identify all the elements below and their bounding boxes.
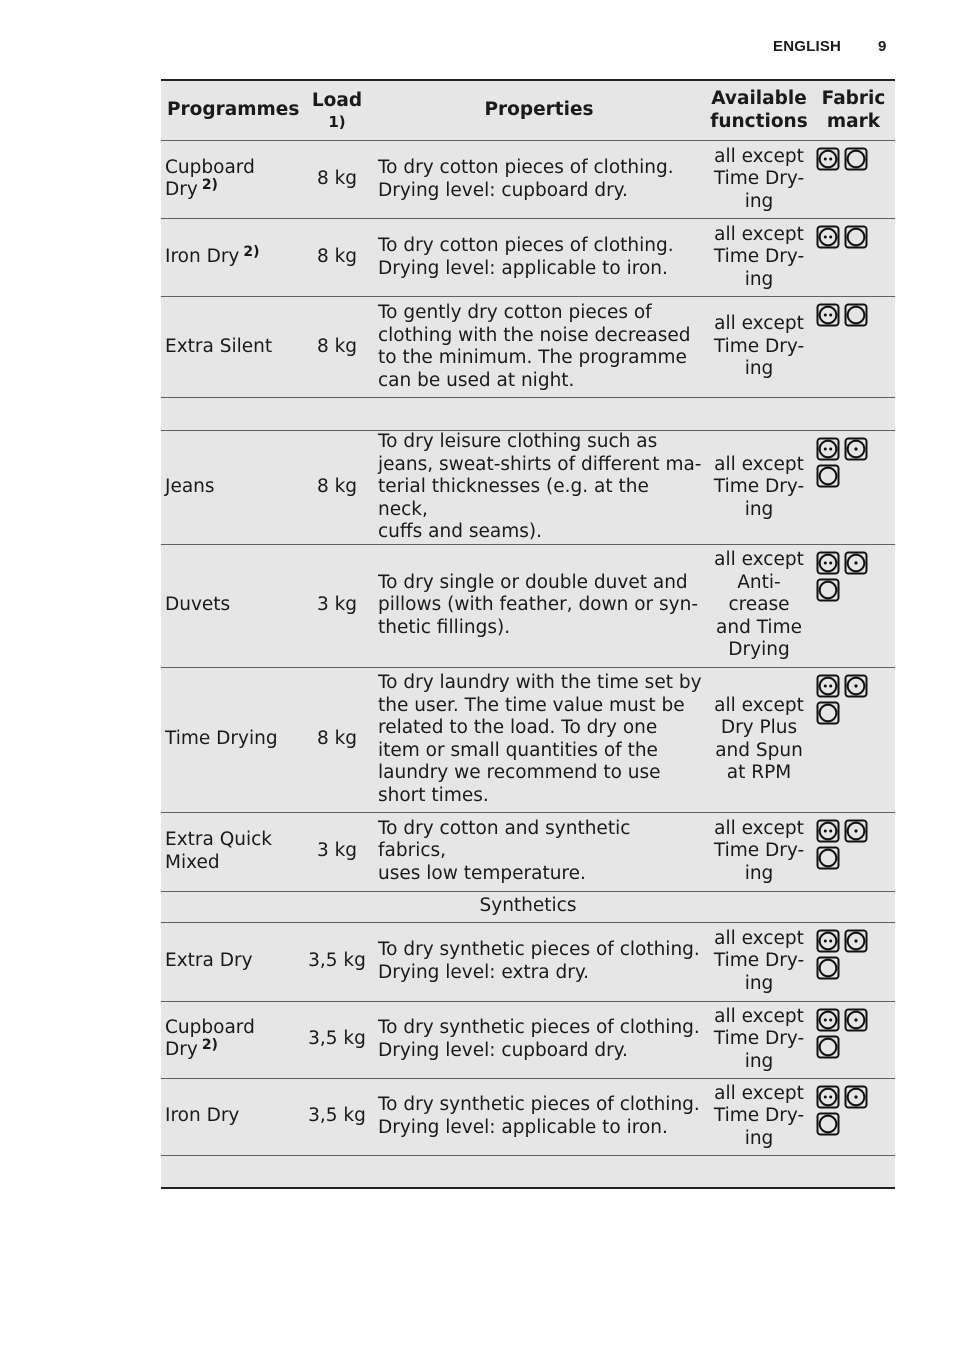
tumble-dry-icon	[816, 464, 840, 488]
load-cell: 8 kg	[302, 297, 372, 398]
tumble-dry-icon	[844, 147, 868, 171]
functions-line: all except	[714, 817, 804, 839]
properties-line: To dry cotton pieces of clothing.	[378, 235, 674, 256]
programme-name-line2: Dry	[165, 1039, 198, 1060]
functions-line: ing	[744, 190, 774, 212]
programme-name-line2: Mixed	[165, 851, 220, 873]
load-cell: 3 kg	[302, 812, 372, 891]
tumble-dry-icon	[816, 846, 840, 870]
section-row	[161, 891, 895, 922]
properties-line: thetic fillings).	[378, 616, 511, 638]
programmes-table	[161, 79, 895, 1189]
table-row	[161, 1078, 895, 1155]
properties-line: To dry cotton and synthetic fabrics,	[378, 817, 631, 862]
properties-line: To dry single or double duvet and	[378, 571, 688, 593]
programme-name: Time Drying	[165, 728, 278, 750]
properties-cell	[372, 141, 706, 219]
load-cell: 3 kg	[302, 544, 372, 667]
table-row-spacer	[161, 1155, 895, 1188]
page-number: 9	[878, 38, 887, 55]
properties-line: item or small quantities of the	[378, 739, 658, 761]
properties-line: To gently dry cotton pieces of	[378, 302, 652, 323]
properties-line: Drying level: cupboard dry.	[378, 1039, 628, 1061]
properties-cell	[372, 1001, 706, 1078]
properties-line: short times.	[378, 784, 489, 806]
properties-line: clothing with the noise decreased	[378, 324, 691, 346]
spacer-cell	[161, 1155, 895, 1188]
functions-line: Time Dry-	[713, 1028, 805, 1050]
tumble-dry-high-icon	[816, 437, 840, 461]
properties-line: jeans, sweat-shirts of different ma-	[378, 453, 702, 475]
properties-line: can be used at night.	[378, 369, 575, 391]
load-cell: 3,5 kg	[302, 1001, 372, 1078]
properties-cell	[372, 544, 706, 667]
fabric-icons	[816, 929, 872, 980]
properties-cell	[372, 922, 706, 1001]
table-row-spacer	[161, 398, 895, 431]
functions-line: crease	[728, 594, 790, 616]
programme-name: Iron Dry	[165, 245, 240, 267]
load-cell: 8 kg	[302, 431, 372, 545]
functions-line: Time Dry-	[713, 246, 805, 268]
functions-line: Time Dry-	[713, 168, 805, 190]
tumble-dry-high-icon	[816, 929, 840, 953]
tumble-dry-icon	[816, 701, 840, 725]
tumble-dry-high-icon	[816, 1085, 840, 1109]
functions-header-line1: Available	[711, 88, 807, 109]
functions-header-line2: functions	[710, 110, 808, 132]
functions-cell	[706, 922, 812, 1001]
properties-cell	[372, 219, 706, 297]
load-header-label: Load	[311, 90, 363, 112]
tumble-dry-high-icon	[816, 819, 840, 843]
functions-line: Time Dry-	[713, 1105, 805, 1127]
functions-line: Time Dry-	[713, 840, 805, 862]
table-row	[161, 141, 895, 219]
functions-line: and Time	[716, 616, 802, 638]
functions-line: Dry Plus	[720, 717, 798, 738]
functions-line: Time Dry-	[713, 335, 805, 357]
footnote-ref: 2)	[243, 243, 260, 260]
fabric-icons	[816, 819, 872, 870]
tumble-dry-low-icon	[844, 1008, 868, 1032]
properties-line: laundry we recommend to use	[378, 762, 661, 783]
load-footnote-ref: 1)	[328, 112, 346, 131]
functions-line: all except	[714, 549, 804, 571]
properties-cell	[372, 667, 706, 812]
properties-line: Drying level: extra dry.	[378, 961, 590, 983]
fabric-mark-cell	[812, 431, 895, 545]
fabric-mark-cell	[812, 812, 895, 891]
functions-line: all except	[714, 313, 804, 335]
load-cell: 8 kg	[302, 667, 372, 812]
tumble-dry-icon	[816, 1112, 840, 1136]
fabric-mark-cell	[812, 667, 895, 812]
functions-line: ing	[744, 1127, 774, 1149]
table-header-row	[161, 80, 895, 141]
column-header-functions	[706, 80, 812, 141]
functions-line: all except	[714, 927, 804, 949]
programme-name: Extra Silent	[165, 335, 273, 357]
properties-line: cuffs and seams).	[378, 521, 542, 542]
spacer-cell	[161, 398, 895, 431]
properties-line: the user. The time value must be	[378, 694, 685, 716]
properties-cell	[372, 812, 706, 891]
tumble-dry-low-icon	[844, 819, 868, 843]
functions-line: ing	[744, 1050, 774, 1072]
table-row	[161, 219, 895, 297]
tumble-dry-icon	[844, 225, 868, 249]
functions-line: Drying	[728, 639, 790, 661]
programme-name: Cupboard	[165, 156, 255, 178]
load-cell: 3,5 kg	[302, 1078, 372, 1155]
tumble-dry-high-icon	[816, 147, 840, 171]
table-row	[161, 812, 895, 891]
programme-cell	[161, 812, 302, 891]
programme-cell	[161, 219, 302, 297]
functions-cell	[706, 219, 812, 297]
column-header-fabric	[812, 80, 895, 141]
programme-cell	[161, 1001, 302, 1078]
functions-cell	[706, 297, 812, 398]
table-row	[161, 1001, 895, 1078]
properties-line: To dry synthetic pieces of clothing.	[378, 939, 700, 960]
properties-line: terial thicknesses (e.g. at the neck,	[378, 476, 649, 520]
fabric-icons	[816, 225, 872, 249]
page-header	[0, 38, 954, 60]
fabric-icons	[816, 674, 872, 725]
functions-line: all except	[714, 145, 804, 167]
fabric-icons	[816, 437, 872, 488]
properties-line: To dry synthetic pieces of clothing.	[378, 1094, 700, 1115]
fabric-icons	[816, 1085, 872, 1136]
tumble-dry-icon	[816, 1035, 840, 1059]
tumble-dry-low-icon	[844, 551, 868, 575]
properties-line: Drying level: applicable to iron.	[378, 1116, 668, 1138]
functions-cell	[706, 667, 812, 812]
functions-cell	[706, 544, 812, 667]
functions-line: ing	[744, 972, 774, 994]
fabric-icons	[816, 147, 872, 171]
fabric-header-line1: Fabric	[821, 88, 886, 109]
fabric-mark-cell	[812, 1078, 895, 1155]
properties-line: related to the load. To dry one	[378, 717, 658, 738]
programme-name-line2: Dry	[165, 179, 198, 200]
functions-line: all except	[714, 694, 804, 716]
properties-line: Drying level: cupboard dry.	[378, 179, 628, 201]
functions-cell	[706, 1001, 812, 1078]
functions-line: Time Dry-	[713, 950, 805, 972]
tumble-dry-low-icon	[844, 1085, 868, 1109]
tumble-dry-icon	[816, 956, 840, 980]
fabric-header-line2: mark	[826, 110, 881, 132]
fabric-mark-cell	[812, 219, 895, 297]
load-cell: 8 kg	[302, 219, 372, 297]
table-row	[161, 922, 895, 1001]
column-header-programmes: Programmes	[161, 80, 302, 141]
tumble-dry-high-icon	[816, 551, 840, 575]
functions-line: and Spun	[715, 739, 803, 761]
tumble-dry-high-icon	[816, 303, 840, 327]
tumble-dry-low-icon	[844, 929, 868, 953]
tumble-dry-icon	[816, 578, 840, 602]
programme-cell	[161, 141, 302, 219]
functions-line: all except	[714, 223, 804, 245]
fabric-mark-cell	[812, 544, 895, 667]
fabric-mark-cell	[812, 922, 895, 1001]
load-cell: 8 kg	[302, 141, 372, 219]
programme-cell	[161, 1078, 302, 1155]
programme-name: Jeans	[165, 476, 215, 497]
properties-line: To dry cotton pieces of clothing.	[378, 157, 674, 178]
functions-line: Anti-	[737, 571, 781, 593]
tumble-dry-high-icon	[816, 674, 840, 698]
functions-line: ing	[744, 862, 774, 884]
tumble-dry-low-icon	[844, 674, 868, 698]
functions-line: at RPM	[726, 762, 792, 783]
functions-line: ing	[744, 498, 774, 520]
programme-name: Duvets	[165, 594, 231, 616]
functions-line: all except	[714, 1005, 804, 1027]
programme-name: Extra Dry	[165, 950, 253, 972]
fabric-mark-cell	[812, 297, 895, 398]
fabric-mark-cell	[812, 141, 895, 219]
programme-cell	[161, 922, 302, 1001]
properties-line: To dry synthetic pieces of clothing.	[378, 1017, 700, 1038]
tumble-dry-high-icon	[816, 1008, 840, 1032]
table-row	[161, 297, 895, 398]
functions-line: Time Dry-	[713, 476, 805, 497]
programme-cell	[161, 544, 302, 667]
properties-cell	[372, 1078, 706, 1155]
programme-name: Cupboard	[165, 1016, 255, 1038]
programme-name: Iron Dry	[165, 1105, 240, 1127]
fabric-icons	[816, 1008, 872, 1059]
functions-line: all except	[714, 1082, 804, 1104]
functions-cell	[706, 1078, 812, 1155]
functions-cell	[706, 812, 812, 891]
properties-cell	[372, 297, 706, 398]
fabric-icons	[816, 303, 872, 327]
footnote-ref: 2)	[201, 177, 218, 193]
programme-name: Extra Quick	[165, 829, 273, 850]
properties-line: uses low temperature.	[378, 862, 586, 884]
column-header-load	[302, 80, 372, 141]
fabric-mark-cell	[812, 1001, 895, 1078]
tumble-dry-icon	[844, 303, 868, 327]
properties-line: Drying level: applicable to iron.	[378, 257, 668, 279]
column-header-properties: Properties	[372, 80, 706, 141]
properties-line: pillows (with feather, down or syn-	[378, 594, 699, 616]
tumble-dry-high-icon	[816, 225, 840, 249]
table-row	[161, 667, 895, 812]
section-title: Synthetics	[161, 891, 895, 922]
programme-cell	[161, 667, 302, 812]
tumble-dry-low-icon	[844, 437, 868, 461]
fabric-icons	[816, 551, 872, 602]
properties-line: To dry laundry with the time set by	[378, 672, 702, 693]
programme-cell	[161, 431, 302, 545]
properties-line: to the minimum. The programme	[378, 347, 687, 368]
table-row	[161, 544, 895, 667]
header-language: ENGLISH	[773, 38, 842, 55]
properties-cell	[372, 431, 706, 545]
functions-cell	[706, 141, 812, 219]
footnote-ref: 2)	[201, 1037, 218, 1053]
functions-cell	[706, 431, 812, 545]
table-row	[161, 431, 895, 545]
table-body	[161, 141, 895, 1189]
properties-line: To dry leisure clothing such as	[378, 431, 658, 452]
functions-line: all except	[714, 453, 804, 475]
functions-line: ing	[744, 268, 774, 290]
load-cell: 3,5 kg	[302, 922, 372, 1001]
programme-cell	[161, 297, 302, 398]
functions-line: ing	[744, 358, 774, 380]
